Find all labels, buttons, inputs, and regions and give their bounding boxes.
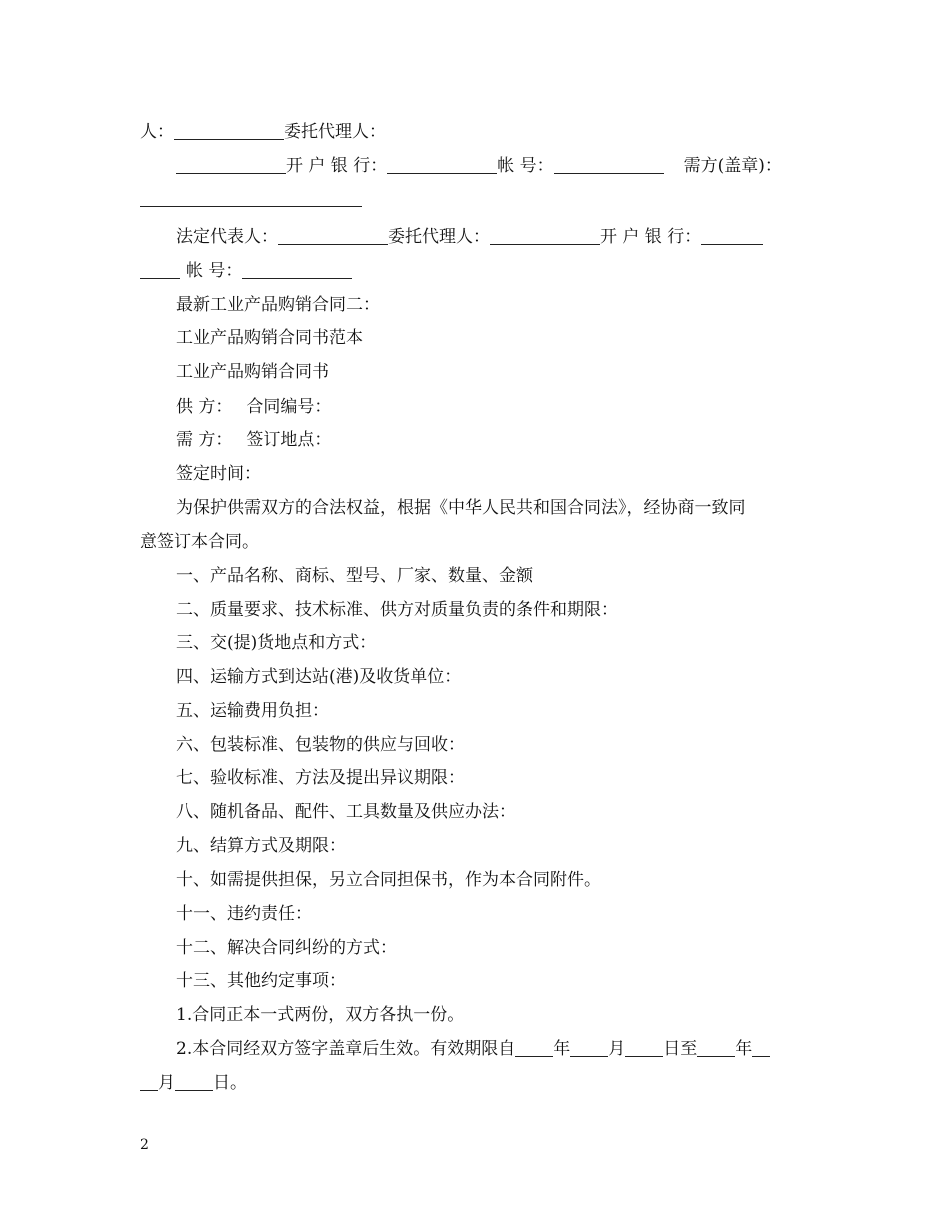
text: 委托代理人：: [284, 122, 386, 142]
blank-field[interactable]: [697, 1039, 735, 1057]
text: 人：: [140, 122, 174, 142]
blank-field[interactable]: [242, 261, 352, 279]
text: 合同编号：: [246, 397, 332, 417]
supplier-line: [176, 396, 331, 418]
sign-time: 签定时间：: [176, 464, 261, 484]
text: 帐 号：: [186, 261, 243, 281]
clause-item: 十三、其他约定事项：: [176, 971, 346, 991]
text: 日至: [663, 1039, 698, 1059]
text: 开 户 银 行：: [286, 156, 388, 176]
signature-line-4: [176, 226, 763, 248]
blank-field[interactable]: [175, 1073, 213, 1091]
text: 需 方：: [176, 430, 233, 450]
clause-item: 五、运输费用负担：: [176, 701, 329, 721]
text: 需方(盖章)：: [683, 156, 782, 176]
text: 帐 号：: [497, 156, 554, 176]
blank-field[interactable]: [140, 261, 180, 279]
text: 供 方：: [176, 397, 233, 417]
blank-field[interactable]: [176, 156, 286, 174]
clause-item: 四、运输方式到达站(港)及收货单位：: [176, 667, 462, 687]
clause-item: 三、交(提)货地点和方式：: [176, 633, 377, 653]
blank-field[interactable]: [387, 156, 497, 174]
section-subtitle: 工业产品购销合同书范本: [176, 328, 363, 348]
sub-clause-1: 1.合同正本一式两份，双方各执一份。: [176, 1005, 465, 1025]
blank-field[interactable]: [570, 1039, 608, 1057]
signature-line-3: [140, 188, 362, 210]
text: 日。: [213, 1073, 247, 1093]
clause-item: 九、结算方式及期限：: [176, 836, 346, 856]
blank-field[interactable]: [625, 1039, 663, 1057]
contract-title: 工业产品购销合同书: [176, 362, 329, 382]
signature-line-1: [140, 121, 386, 143]
clause-item: 一、产品名称、商标、型号、厂家、数量、金额: [176, 566, 533, 586]
blank-field[interactable]: [140, 189, 362, 207]
blank-field[interactable]: [278, 227, 388, 245]
page-number: 2: [140, 1137, 149, 1153]
clause-item: 十二、解决合同纠纷的方式：: [176, 938, 397, 958]
preamble-line-2: 意签订本合同。: [140, 532, 259, 552]
clause-item: 二、质量要求、技术标准、供方对质量负责的条件和期限：: [176, 600, 618, 620]
text: 月: [158, 1073, 175, 1093]
text: 2.本合同经双方签字盖章后生效。有效期限自: [176, 1039, 516, 1059]
sub-clause-2: [176, 1038, 770, 1060]
text: 年: [553, 1039, 571, 1059]
preamble-line-1: 为保护供需双方的合法权益，根据《中华人民共和国合同法》，经协商一致同: [176, 498, 746, 518]
clause-item: 十、如需提供担保，另立合同担保书，作为本合同附件。: [176, 870, 601, 890]
text: 月: [608, 1039, 626, 1059]
sub-clause-2-cont: [140, 1072, 247, 1094]
text: 签订地点：: [246, 430, 332, 450]
blank-field[interactable]: [701, 227, 763, 245]
text: 法定代表人：: [176, 227, 278, 247]
text: 委托代理人：: [388, 227, 490, 247]
signature-line-2: [176, 155, 782, 177]
buyer-line: [176, 429, 331, 451]
blank-field[interactable]: [752, 1039, 770, 1057]
blank-field[interactable]: [490, 227, 600, 245]
signature-line-5: [140, 260, 352, 282]
blank-field[interactable]: [140, 1073, 158, 1091]
clause-item: 六、包装标准、包装物的供应与回收：: [176, 735, 465, 755]
clause-item: 八、随机备品、配件、工具数量及供应办法：: [176, 802, 516, 822]
text: 年: [735, 1039, 753, 1059]
clause-item: 十一、违约责任：: [176, 904, 312, 924]
blank-field[interactable]: [174, 122, 284, 140]
blank-field[interactable]: [515, 1039, 553, 1057]
blank-field[interactable]: [554, 156, 664, 174]
section-title: 最新工业产品购销合同二：: [176, 295, 380, 315]
text: 开 户 银 行：: [600, 227, 702, 247]
clause-item: 七、验收标准、方法及提出异议期限：: [176, 768, 465, 788]
